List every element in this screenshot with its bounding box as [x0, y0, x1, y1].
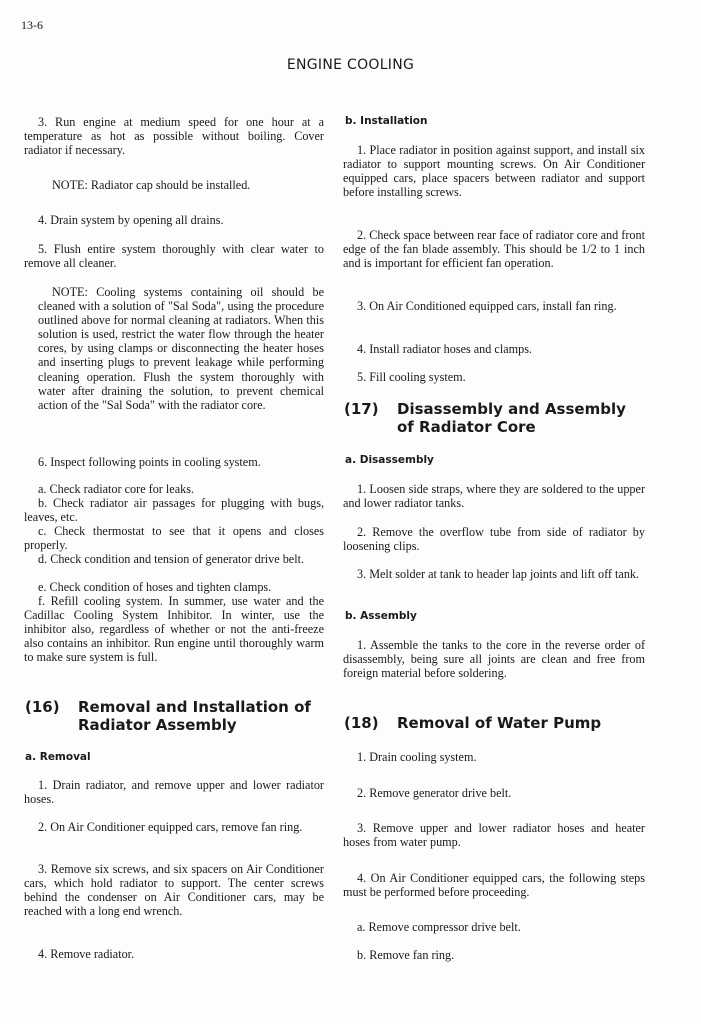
page-title: ENGINE COOLING: [286, 57, 415, 73]
check-item-e: e. Check condition of hoses and tighten clamps.: [38, 580, 272, 594]
assembly-step-1: 1. Assemble the tanks to the core in the reverse order of disassembly, being sure all joints are clean and free from foreign material before soldering.: [343, 638, 645, 681]
installation-step-1: 1. Place radiator in position against support, and install six radiator to support mounting screws. On Air Conditioner equipped cars, place spacers between radiator and support before installing screws.: [343, 143, 645, 200]
water-pump-step-2: 2. Remove generator drive belt.: [357, 786, 512, 800]
installation-step-2: 2. Check space between rear face of radiator core and front edge of the fan blade assembly. This should be 1/2 to 1 inch and is important for efficient fan operation.: [343, 228, 645, 271]
subheading-removal: a. Removal: [25, 751, 91, 763]
disassembly-step-1: 1. Loosen side straps, where they are soldered to the upper and lower radiator tanks.: [343, 482, 645, 511]
check-item-d: d. Check condition and tension of generator drive belt.: [38, 552, 305, 566]
section-title-line1: Removal and Installation of: [78, 698, 311, 716]
section-title-line2: of Radiator Core: [397, 418, 536, 436]
section-title: Removal of Water Pump: [397, 714, 602, 732]
note-radiator-cap: NOTE: Radiator cap should be installed.: [52, 178, 251, 192]
section-number: (17): [344, 400, 379, 418]
cleaning-step-6: 6. Inspect following points in cooling system.: [38, 455, 261, 469]
cleaning-step-4: 4. Drain system by opening all drains.: [38, 213, 224, 227]
section-number: (16): [25, 698, 60, 716]
check-item-f: f. Refill cooling system. In summer, use water and the Cadillac Cooling System Inhibitor. In winter, use the inhibitor also, regardless of whether or not the anti-freeze also contains an inhibitor. Run engine until thoroughly warm to make sure system is full.: [24, 594, 324, 665]
check-item-a: a. Check radiator core for leaks.: [38, 482, 194, 496]
water-pump-step-1: 1. Drain cooling system.: [357, 750, 477, 764]
section-17-heading: [344, 400, 644, 440]
cleaning-step-5: 5. Flush entire system thoroughly with clear water to remove all cleaner.: [24, 242, 324, 271]
removal-step-2: 2. On Air Conditioner equipped cars, remove fan ring.: [38, 820, 303, 834]
disassembly-step-3: 3. Melt solder at tank to header lap joints and lift off tank.: [357, 567, 640, 581]
installation-step-5: 5. Fill cooling system.: [357, 370, 466, 384]
water-pump-substep-a: a. Remove compressor drive belt.: [357, 920, 521, 934]
section-16-heading: [25, 698, 325, 738]
removal-step-4: 4. Remove radiator.: [38, 947, 135, 961]
subheading-assembly: b. Assembly: [345, 610, 417, 622]
subheading-installation: b. Installation: [345, 115, 428, 127]
section-18-heading: [344, 714, 644, 734]
removal-step-1: 1. Drain radiator, and remove upper and lower radiator hoses.: [24, 778, 324, 807]
note-sal-soda: NOTE: Cooling systems containing oil should be cleaned with a solution of "Sal Soda", using the procedure outlined above for normal cleaning at radiators. When this solution is used, restrict the water flow through the heater cores, by using clamps or disconnecting the heater hoses and inserting plugs to prevent leakage while performing cleaning operation. Flush the system thoroughly with water after draining the solution, to prevent chemical action of the "Sal Soda" with the radiator core.: [38, 285, 324, 412]
disassembly-step-2: 2. Remove the overflow tube from side of radiator by loosening clips.: [343, 525, 645, 554]
cleaning-step-3: 3. Run engine at medium speed for one hour at a temperature as hot as possible without boiling. Cover radiator if necessary.: [24, 115, 324, 158]
check-item-c: c. Check thermostat to see that it opens and closes properly.: [24, 524, 324, 553]
page-number: 13-6: [21, 18, 43, 32]
water-pump-step-4: 4. On Air Conditioner equipped cars, the following steps must be performed before proceeding.: [343, 871, 645, 900]
water-pump-step-3: 3. Remove upper and lower radiator hoses and heater hoses from water pump.: [343, 821, 645, 850]
section-title-line1: Disassembly and Assembly: [397, 400, 626, 418]
section-title-line2: Radiator Assembly: [78, 716, 237, 734]
installation-step-4: 4. Install radiator hoses and clamps.: [357, 342, 532, 356]
water-pump-substep-b: b. Remove fan ring.: [357, 948, 455, 962]
section-number: (18): [344, 714, 379, 732]
removal-step-3: 3. Remove six screws, and six spacers on Air Conditioner cars, which hold radiator to support. The center screws behind the condenser on Air Conditioner cars, may be reached with a long end wrench.: [24, 862, 324, 919]
subheading-disassembly: a. Disassembly: [345, 454, 434, 466]
check-item-b: b. Check radiator air passages for plugging with bugs, leaves, etc.: [24, 496, 324, 525]
installation-step-3: 3. On Air Conditioned equipped cars, install fan ring.: [357, 299, 617, 313]
